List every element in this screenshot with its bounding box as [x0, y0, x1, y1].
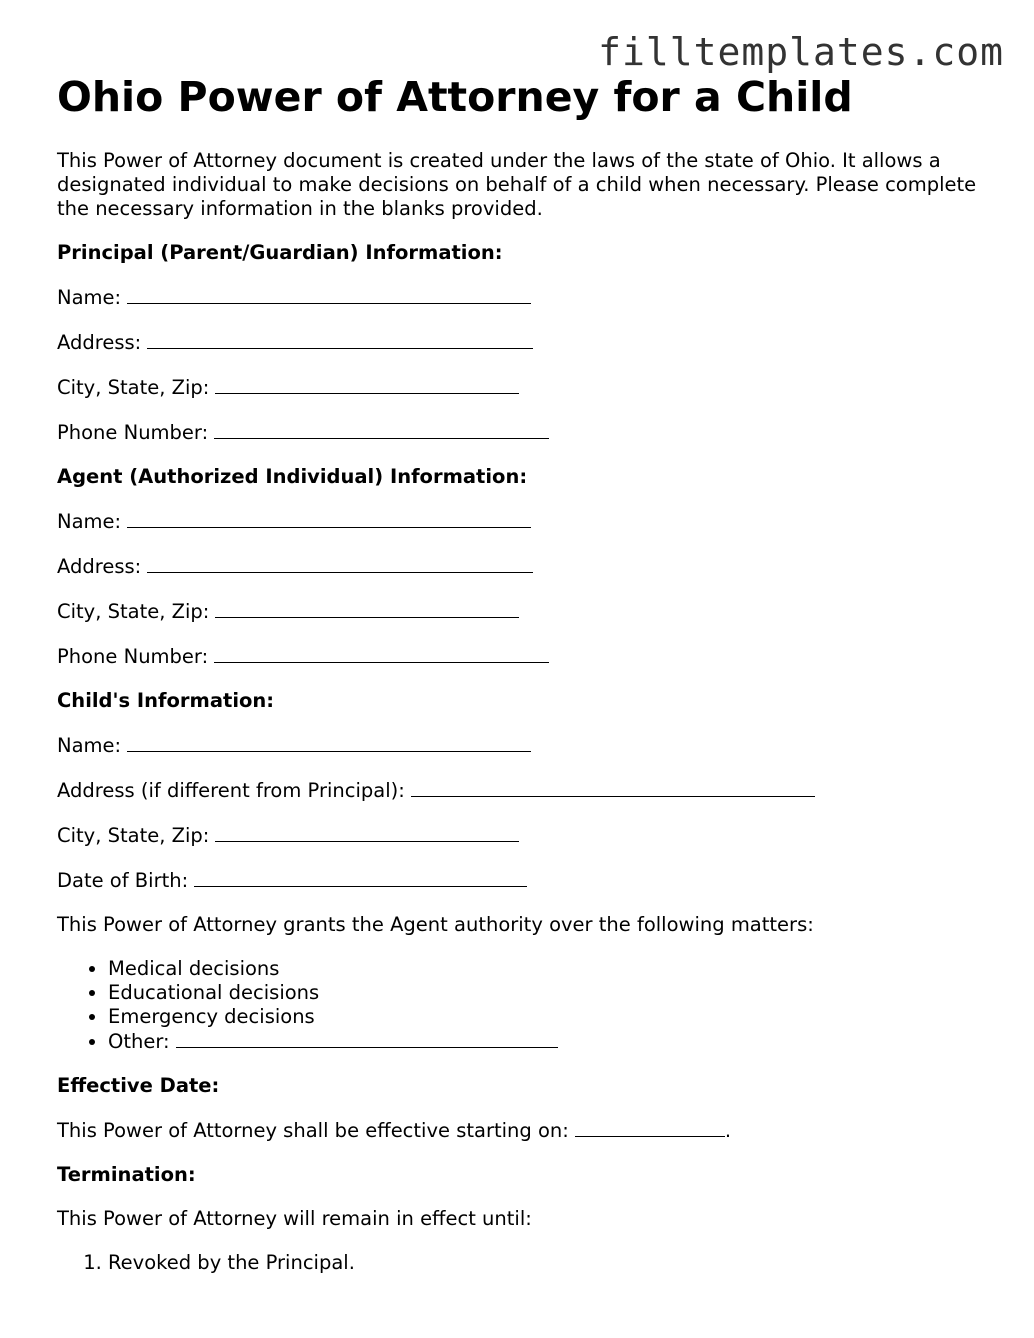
agent-name-line [57, 509, 1007, 534]
termination-list [57, 1251, 1007, 1275]
agent-address-line [57, 554, 1007, 579]
principal-name-field[interactable] [127, 285, 531, 304]
child-name-line [57, 733, 1007, 758]
agent-address-label: Address: [57, 555, 142, 578]
child-dob-label: Date of Birth: [57, 869, 189, 892]
authority-other-field[interactable] [176, 1029, 558, 1048]
child-dob-field[interactable] [194, 868, 527, 887]
effective-line [57, 1118, 1007, 1143]
principal-city-field[interactable] [215, 375, 519, 394]
agent-city-label: City, State, Zip: [57, 600, 210, 623]
document-title: Ohio Power of Attorney for a Child [57, 73, 853, 121]
principal-phone-field[interactable] [214, 420, 549, 439]
principal-address-field[interactable] [147, 330, 533, 349]
intro-paragraph: This Power of Attorney document is created under the laws of the state of Ohio. It allows a designated individual to make decisions on behalf of a child when necessary. Please complete the necessary information in the blanks provided. [57, 149, 977, 220]
child-city-line [57, 823, 1007, 848]
principal-address-label: Address: [57, 331, 142, 354]
authority-item-other [108, 1029, 1007, 1054]
agent-phone-field[interactable] [214, 644, 549, 663]
principal-city-line [57, 375, 1007, 400]
agent-address-field[interactable] [147, 554, 533, 573]
effective-heading: Effective Date: [57, 1074, 220, 1097]
child-name-field[interactable] [127, 733, 531, 752]
child-address-field[interactable] [411, 778, 815, 797]
document-page [57, 72, 1007, 1275]
child-address-label: Address (if different from Principal): [57, 779, 405, 802]
effective-period: . [724, 1119, 732, 1142]
child-city-field[interactable] [215, 823, 519, 842]
authority-item-educational: • Educational decisions [108, 981, 1007, 1005]
principal-heading: Principal (Parent/Guardian) Information: [57, 241, 503, 264]
child-dob-line [57, 868, 1007, 893]
principal-phone-line [57, 420, 1007, 445]
principal-name-label: Name: [57, 286, 122, 309]
agent-phone-label: Phone Number: [57, 645, 209, 668]
principal-name-line [57, 285, 1007, 310]
agent-heading: Agent (Authorized Individual) Information: [57, 465, 528, 488]
effective-text: This Power of Attorney shall be effective starting on: [57, 1119, 569, 1142]
authority-item-emergency: • Emergency decisions [108, 1005, 1007, 1029]
child-heading: Child's Information: [57, 689, 275, 712]
principal-city-label: City, State, Zip: [57, 376, 210, 399]
principal-phone-label: Phone Number: [57, 421, 209, 444]
authority-text: This Power of Attorney grants the Agent authority over the following matters: [57, 913, 814, 936]
agent-name-field[interactable] [127, 509, 531, 528]
principal-address-line [57, 330, 1007, 355]
termination-text: This Power of Attorney will remain in effect until: [57, 1207, 532, 1230]
authority-list [57, 957, 1007, 1054]
agent-city-field[interactable] [215, 599, 519, 618]
termination-item-revoked: 1. Revoked by the Principal. [108, 1251, 1007, 1275]
child-city-label: City, State, Zip: [57, 824, 210, 847]
authority-other-label: Other: [108, 1030, 170, 1053]
watermark: filltemplates.com [598, 30, 1004, 74]
child-name-label: Name: [57, 734, 122, 757]
child-address-line [57, 778, 1007, 803]
agent-city-line [57, 599, 1007, 624]
authority-item-medical: • Medical decisions [108, 957, 1007, 981]
agent-name-label: Name: [57, 510, 122, 533]
effective-date-field[interactable] [575, 1118, 725, 1137]
agent-phone-line [57, 644, 1007, 669]
termination-heading: Termination: [57, 1163, 196, 1186]
